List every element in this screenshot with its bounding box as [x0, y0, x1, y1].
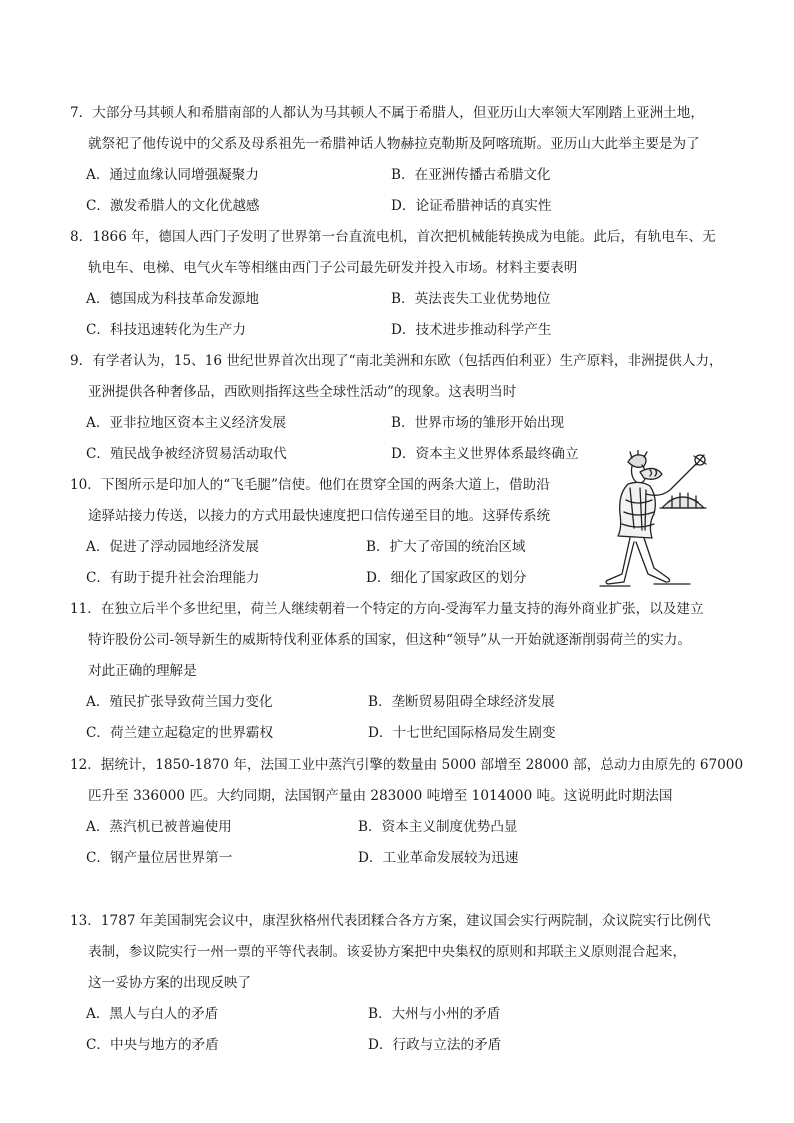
question-text-line: 对此正确的理解是: [88, 663, 197, 679]
option-a[interactable]: A．黑人与白人的矛盾: [86, 1006, 219, 1022]
inca-messenger-illustration: [584, 450, 716, 590]
question-11: [70, 594, 730, 749]
question-text-line: 11．在独立后半个多世纪里，荷兰人继续朝着一个特定的方向-受海军力量支持的海外商业扩张，以及建立: [70, 601, 704, 617]
option-a[interactable]: A．蒸汽机已被普遍使用: [86, 819, 232, 835]
question-text-line: 9．有学者认为，15、16 世纪世界首次出现了“南北美洲和东欧（包括西伯利亚）生产原料，非洲提供人力，: [70, 353, 723, 369]
question-13: [70, 906, 730, 1061]
options: [70, 284, 730, 346]
question-12: [70, 750, 744, 874]
option-a[interactable]: A．亚非拉地区资本主义经济发展: [86, 415, 287, 431]
option-d[interactable]: D．资本主义世界体系最终确立: [391, 446, 579, 462]
option-b[interactable]: B．扩大了帝国的统治区域: [366, 539, 526, 555]
option-c[interactable]: C．钢产量位居世界第一: [86, 850, 233, 866]
options: [70, 812, 730, 874]
question-text-line: 就祭祀了他传说中的父系及母系祖先一希腊神话人物赫拉克勒斯及阿喀琉斯。亚历山大此举主要是为了: [88, 136, 700, 152]
option-d[interactable]: D．行政与立法的矛盾: [368, 1037, 502, 1053]
options: [70, 687, 730, 749]
question-text-line: 12．据统计，1850-1870 年，法国工业中蒸汽引擎的数量由 5000 部增至 28000 部，总动力由原先的 67000: [70, 757, 744, 773]
option-a[interactable]: A．殖民扩张导致荷兰国力变化: [86, 694, 273, 710]
option-d[interactable]: D．论证希腊神话的真实性: [391, 198, 552, 214]
question-text-line: 匹升至 336000 匹。大约同期，法国钢产量由 283000 吨增至 1014000 吨。这说明此时期法国: [88, 788, 673, 804]
option-c[interactable]: C．科技迅速转化为生产力: [86, 322, 246, 338]
question-text-line: 特许股份公司-领导新生的威斯特伐利亚体系的国家，但这种“领导”从一开始就逐渐削弱荷兰的实力。: [88, 632, 692, 648]
option-d[interactable]: D．十七世纪国际格局发生剧变: [368, 725, 556, 741]
option-b[interactable]: B．大州与小州的矛盾: [368, 1006, 501, 1022]
question-text-line: 10．下图所示是印加人的“飞毛腿”信使。他们在贯穿全国的两条大道上，借助沿: [70, 477, 550, 493]
option-b[interactable]: B．世界市场的雏形开始出现: [391, 415, 565, 431]
question-text-line: 亚洲提供各种奢侈品，西欧则指挥这些全球性活动”的现象。这表明当时: [88, 384, 517, 400]
question-text-line: 轨电车、电梯、电气火车等相继由西门子公司最先研发并投入市场。材料主要表明: [88, 260, 578, 276]
option-c[interactable]: C．中央与地方的矛盾: [86, 1037, 219, 1053]
option-a[interactable]: A．促进了浮动园地经济发展: [86, 539, 259, 555]
question-8: [70, 222, 730, 346]
option-a[interactable]: A．德国成为科技革命发源地: [86, 291, 259, 307]
option-d[interactable]: D．细化了国家政区的划分: [366, 570, 527, 586]
question-text-line: 7．大部分马其顿人和希腊南部的人都认为马其顿人不属于希腊人，但亚历山大率领大军刚踏上亚洲土地，: [70, 105, 704, 121]
option-b[interactable]: B．在亚洲传播古希腊文化: [391, 167, 551, 183]
option-b[interactable]: B．英法丧失工业优势地位: [391, 291, 551, 307]
question-text-line: 这一妥协方案的出现反映了: [88, 975, 252, 991]
options: [70, 999, 730, 1061]
option-c[interactable]: C．有助于提升社会治理能力: [86, 570, 260, 586]
options: [70, 532, 580, 594]
option-d[interactable]: D．工业革命发展较为迅速: [358, 850, 519, 866]
option-b[interactable]: B．资本主义制度优势凸显: [358, 819, 518, 835]
options: [70, 160, 730, 222]
question-10: [70, 470, 580, 594]
option-c[interactable]: C．殖民战争被经济贸易活动取代: [86, 446, 287, 462]
question-text-line: 8．1866 年，德国人西门子发明了世界第一台直流电机，首次把机械能转换成为电能。此后，有轨电车、无: [70, 229, 716, 245]
question-text-line: 13．1787 年美国制宪会议中，康涅狄格州代表团糅合各方方案，建议国会实行两院制，众议院实行比例代: [70, 913, 711, 929]
option-d[interactable]: D．技术进步推动科学产生: [391, 322, 552, 338]
option-a[interactable]: A．通过血缘认同增强凝聚力: [86, 167, 259, 183]
question-text-line: 途驿站接力传送，以接力的方式用最快速度把口信传递至目的地。这驿传系统: [88, 508, 551, 524]
question-7: [70, 98, 730, 222]
option-c[interactable]: C．荷兰建立起稳定的世界霸权: [86, 725, 274, 741]
question-text-line: 表制，参议院实行一州一票的平等代表制。该妥协方案把中央集权的原则和邦联主义原则混合起来，: [88, 944, 687, 960]
option-c[interactable]: C．激发希腊人的文化优越感: [86, 198, 260, 214]
option-b[interactable]: B．垄断贸易阻碍全球经济发展: [368, 694, 555, 710]
